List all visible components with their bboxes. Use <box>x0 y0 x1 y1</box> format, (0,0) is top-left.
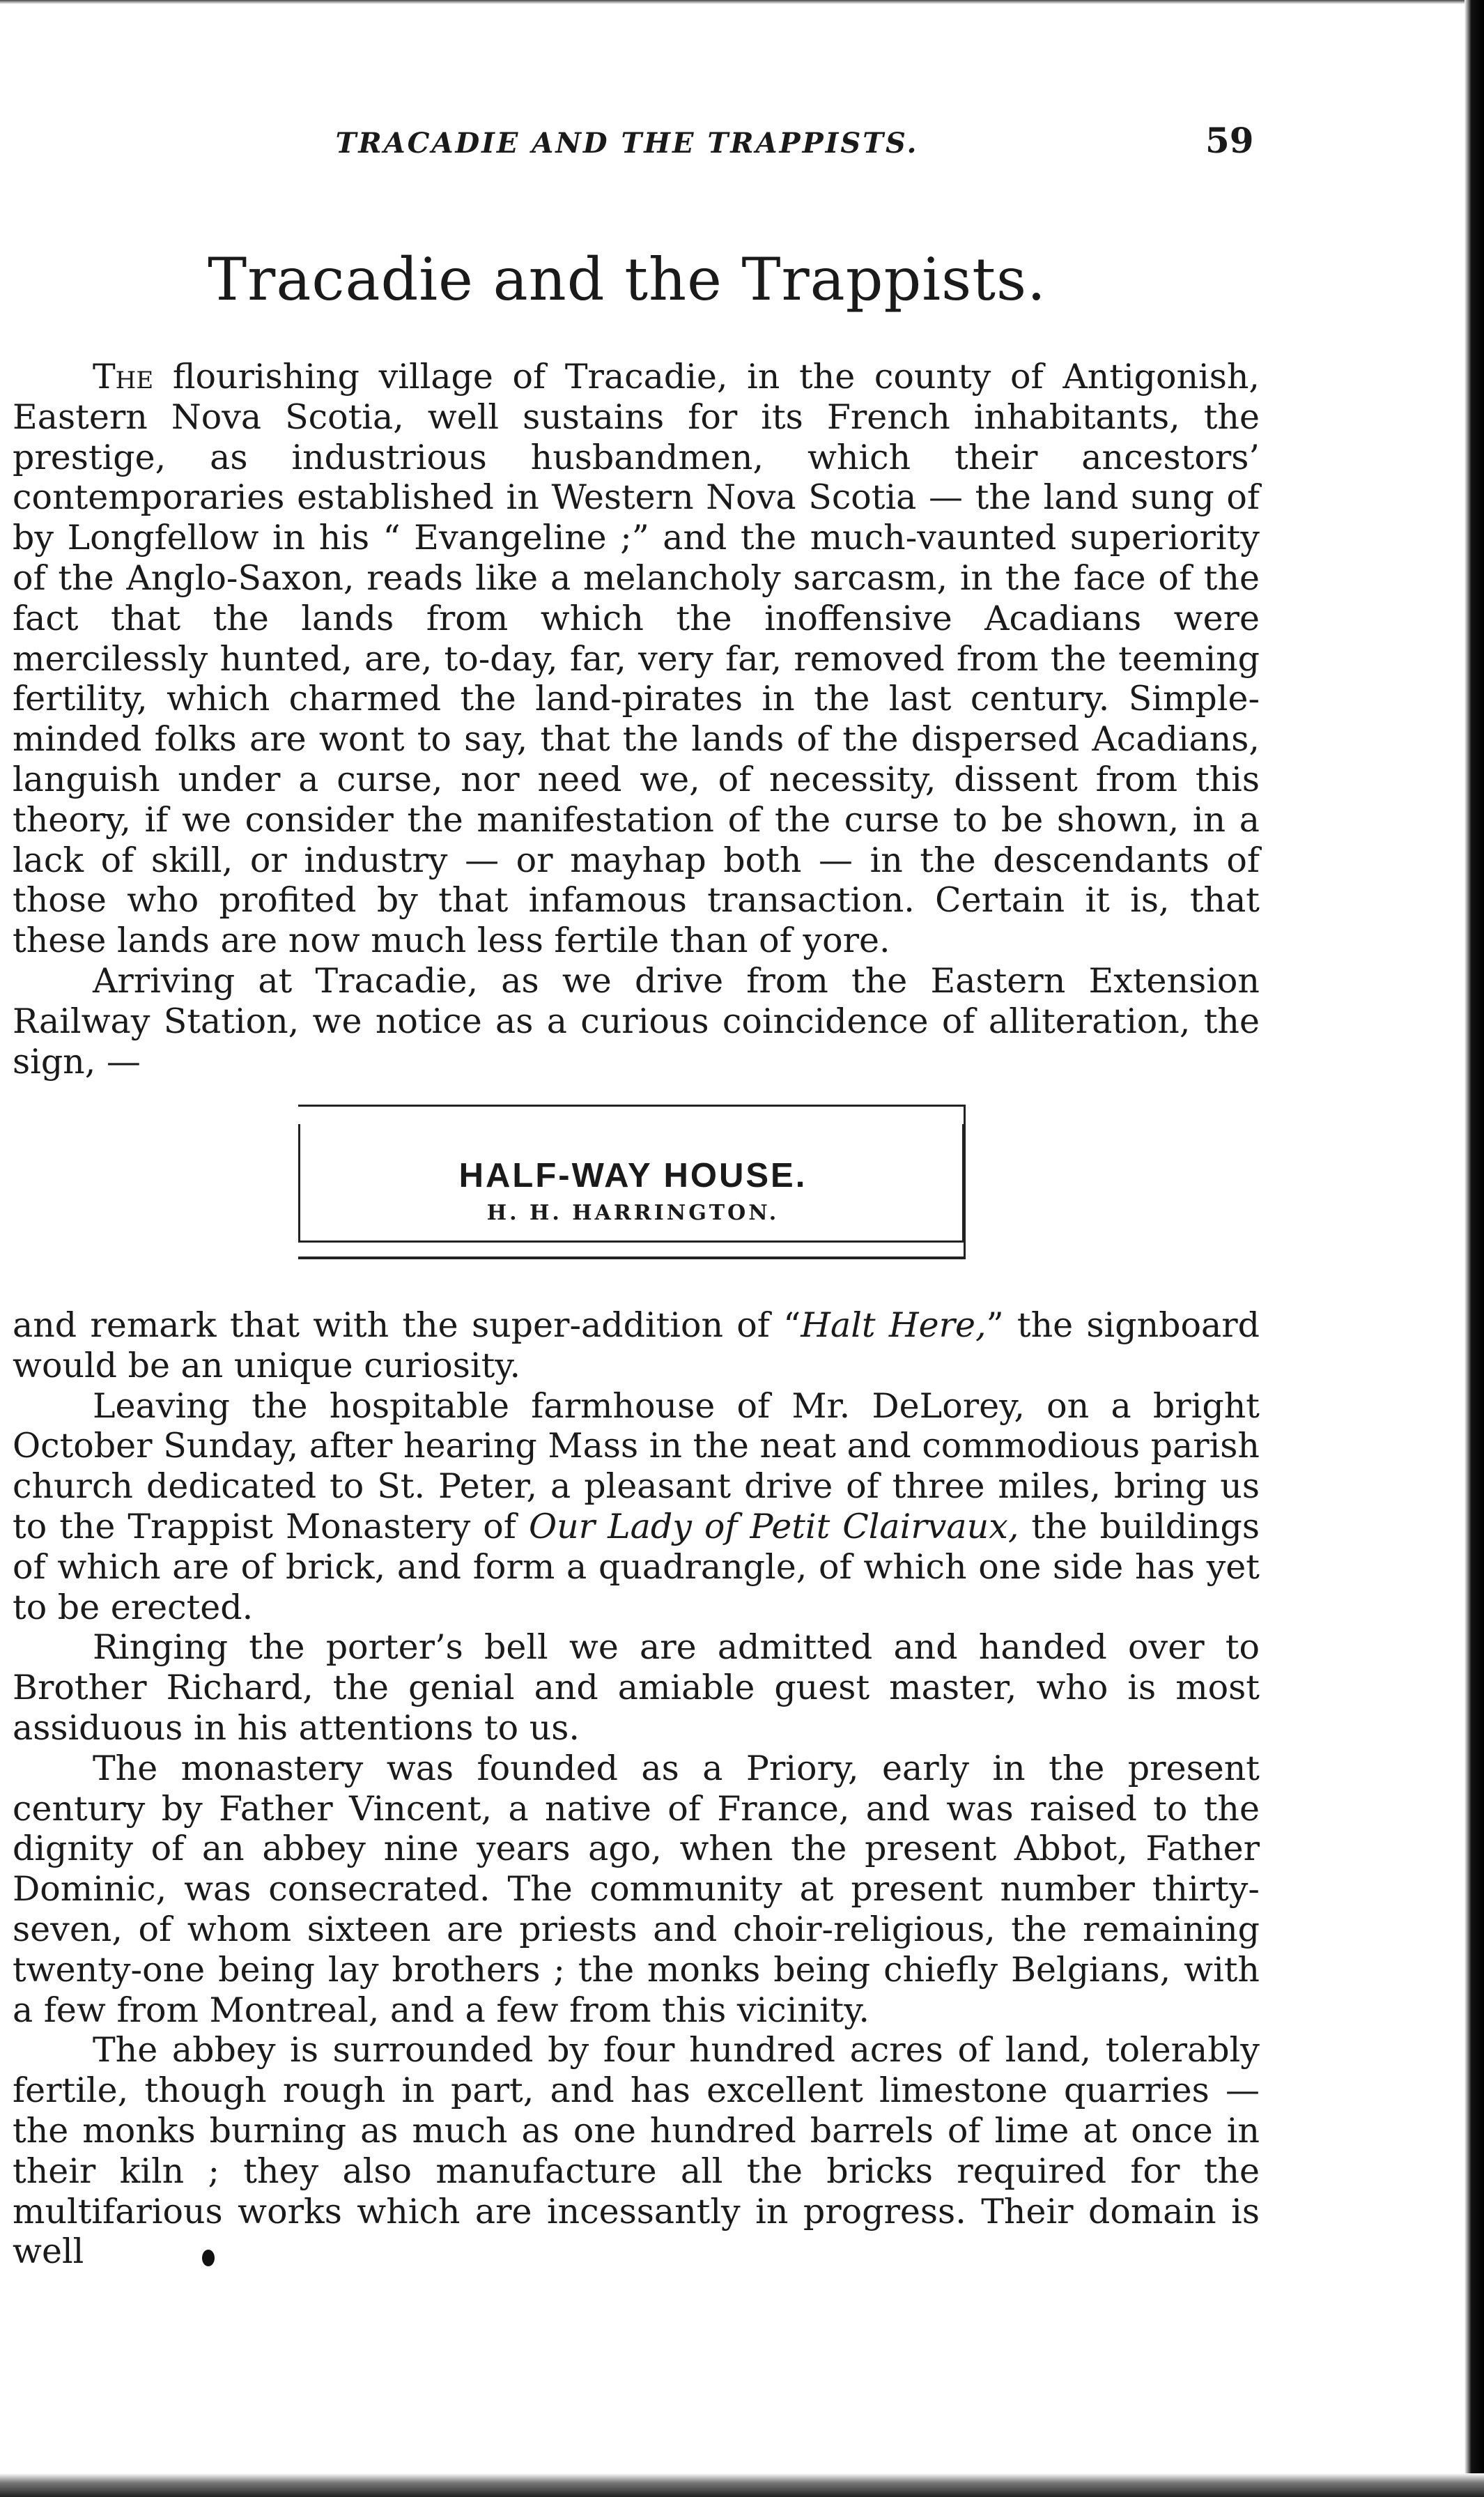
paragraph-2: Arriving at Tracadie, as we drive from the Eastern Extension Railway Station, we notice as a curious coincidence of alliteration, the sign, — <box>13 960 1260 1082</box>
signboard <box>298 1105 966 1259</box>
scan-right-edge <box>1464 0 1484 2497</box>
scan-bottom-edge <box>0 2473 1484 2497</box>
paragraph-5: Ringing the porter’s bell we are admitted and handed over to Brother Richard, the genial and amiable guest master, who is most assiduous in his attentions to us. <box>13 1627 1260 1748</box>
paragraph-1 <box>13 357 1260 961</box>
signboard-title: HALF-WAY HOUSE. <box>458 1157 807 1194</box>
paragraph-4-italic: Our Lady of Petit Clairvaux, <box>528 1506 1019 1546</box>
signboard-border-top <box>298 1105 966 1107</box>
paragraph-6: The monastery was founded as a Priory, early in the present century by Father Vincent, a native of France, and was raised to the dignity of an abbey nine years ago, when the present Abbot, Father Dominic, was consecrated. The community at present number thirty-seven, of whom sixteen are priests and choir-religious, the remaining twenty-one being lay brothers ; the monks being chiefly Belgians, with a few from Montreal, and a few from this vicinity. <box>13 1748 1260 2030</box>
paragraph-3 <box>13 1305 1260 1386</box>
body-text-before-sign <box>13 357 1260 1082</box>
paragraph-3-text-b: ” the signboard would be an unique curiosity. <box>13 1305 1260 1385</box>
body-text-after-sign <box>13 1305 1260 2272</box>
page-number: 59 <box>1205 120 1254 161</box>
paragraph-3-text-a: and remark that with the super-addition of “ <box>13 1305 801 1345</box>
paragraph-1-text: flourishing village of Tracadie, in the county of Antigonish, Eastern Nova Scotia, well sustains for its French inhabitants, the prestige, as industrious husbandmen, which their ancestors’ contemporaries established in Western Nova Scotia — the land sung of by Longfellow in his “ Evangeline ;” and the much-vaunted superiority of the Anglo-Saxon, reads like a melancholy sarcasm, in the face of the fact that the lands from which the inoffensive Acadians were mercilessly hunted, are, to-day, far, very far, removed from the teeming fertility, which charmed the land-pirates in the last century. Simple-minded folks are wont to say, that the lands of the dispersed Acadians, languish under a curse, nor need we, of necessity, dissent from this theory, if we consider the manifestation of the curse to be shown, in a lack of skill, or industry — or mayhap both — in the descendants of those who profited by that infamous transaction. Certain it is, that these lands are now much less fertile than of yore. <box>13 357 1260 961</box>
paragraph-3-italic: Halt Here, <box>801 1305 987 1345</box>
paragraph-4 <box>13 1386 1260 1628</box>
paragraph-1-lead: The <box>93 357 154 397</box>
running-head: TRACADIE AND THE TRAPPISTS. <box>335 127 919 160</box>
paragraph-7: The abbey is surrounded by four hundred acres of land, tolerably fertile, though rough in part, and has excellent limestone quarries — the monks burning as much as one hundred barrels of lime at once in their kiln ; they also manufacture all the bricks required for the multifarious works which are incessantly in progress. Their domain is well <box>13 2030 1260 2272</box>
article-title: Tracadie and the Trappists. <box>208 245 1046 314</box>
signboard-border-bottom <box>298 1257 966 1259</box>
ink-blot <box>202 2250 215 2266</box>
paragraph-4-text-a: Leaving the hospitable farmhouse of Mr. DeLorey, on a bright October Sunday, after hearing Mass in the neat and commodious parish church dedicated to St. Peter, a pleasant drive of three miles, bring us to the Trappist Monastery of <box>13 1385 1260 1546</box>
paragraph-4-text-b: the buildings of which are of brick, and form a quadrangle, of which one side has yet to be erected. <box>13 1506 1260 1627</box>
signboard-frame <box>298 1124 964 1243</box>
scan-top-edge <box>0 0 1484 4</box>
signboard-subtitle: H. H. HARRINGTON. <box>486 1201 780 1225</box>
